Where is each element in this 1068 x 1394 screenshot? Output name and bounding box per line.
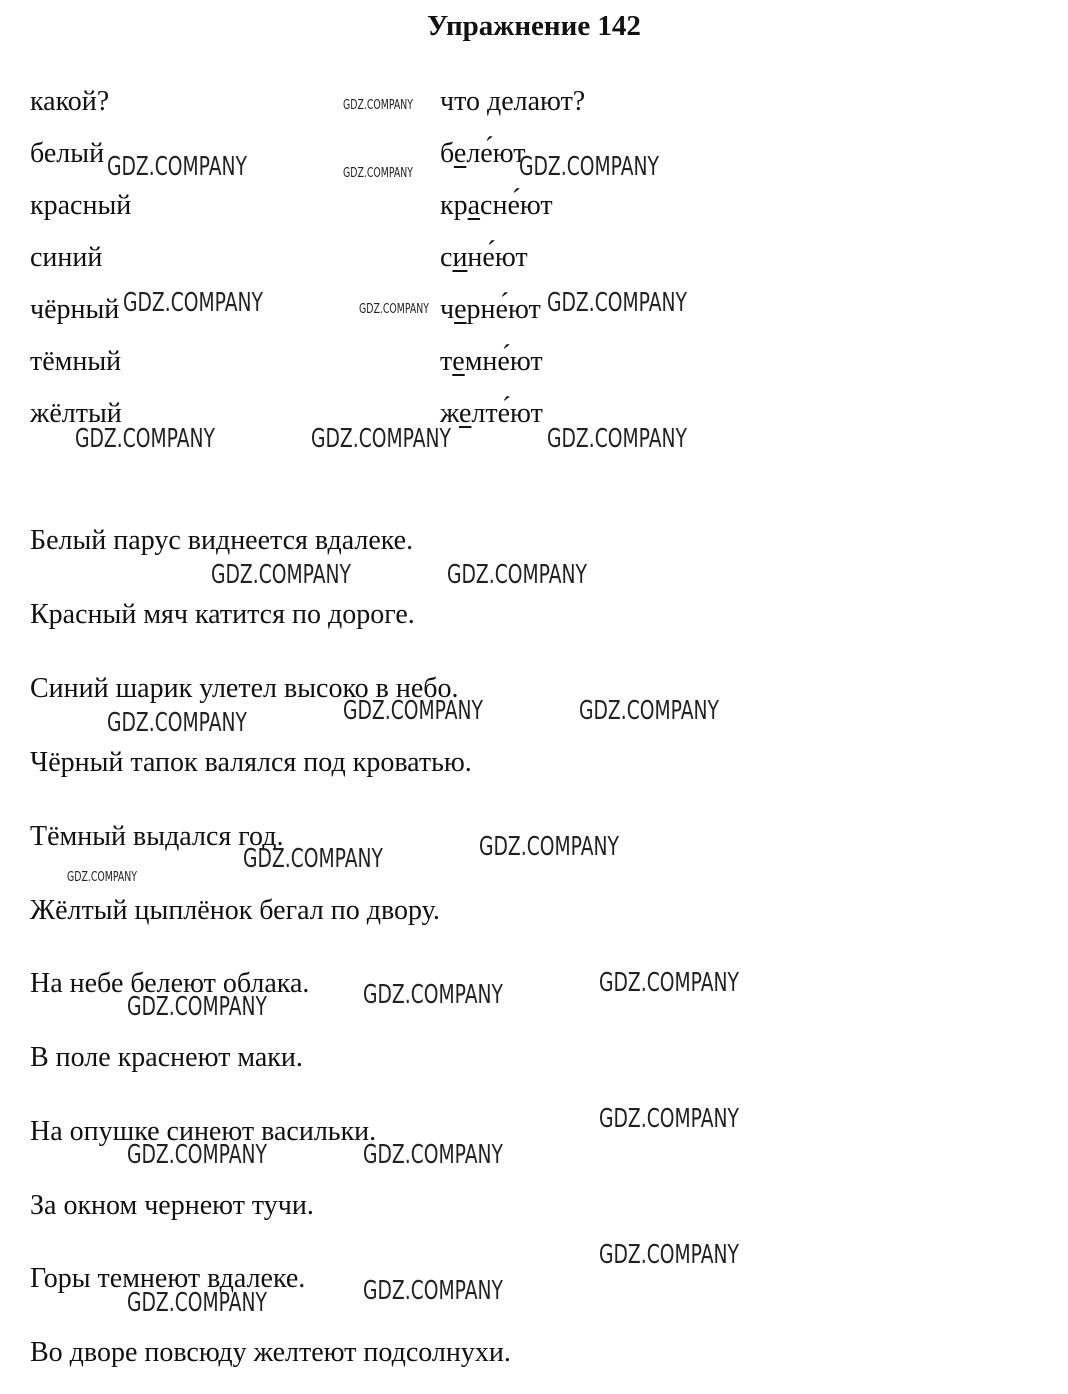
sentence-line: Горы темнеют вдалеке. xyxy=(30,1263,306,1294)
verb-item: сине́ют xyxy=(440,242,528,273)
sentence-line: Красный мяч катится по дороге. xyxy=(30,599,415,630)
watermark: GDZ.COMPANY xyxy=(127,1288,267,1318)
verb-item: темне́ют xyxy=(440,346,543,377)
adjective-item: жёлтый xyxy=(30,398,122,429)
watermark: GDZ.COMPANY xyxy=(343,166,413,181)
left-column-header: какой? xyxy=(30,86,110,117)
watermark: GDZ.COMPANY xyxy=(547,424,687,454)
watermark: GDZ.COMPANY xyxy=(75,424,215,454)
sentence-line: Тёмный выдался год. xyxy=(30,821,284,852)
watermark: GDZ.COMPANY xyxy=(519,152,659,182)
sentence-line: В поле краснеют маки. xyxy=(30,1042,303,1073)
right-column-header: что делают? xyxy=(440,86,586,117)
adjective-item: синий xyxy=(30,242,103,273)
watermark: GDZ.COMPANY xyxy=(479,832,619,862)
watermark: GDZ.COMPANY xyxy=(363,1276,503,1306)
sentence-line: Жёлтый цыплёнок бегал по двору. xyxy=(30,895,440,926)
watermark: GDZ.COMPANY xyxy=(311,424,451,454)
adjective-item: белый xyxy=(30,138,105,169)
sentence-line: За окном чернеют тучи. xyxy=(30,1190,314,1221)
watermark: GDZ.COMPANY xyxy=(243,844,383,874)
watermark: GDZ.COMPANY xyxy=(599,1104,739,1134)
verb-item: красне́ют xyxy=(440,190,553,221)
watermark: GDZ.COMPANY xyxy=(547,288,687,318)
adjective-item: чёрный xyxy=(30,294,120,325)
page-title: Упражнение 142 xyxy=(427,10,641,42)
watermark: GDZ.COMPANY xyxy=(363,1140,503,1170)
sentence-line: Чёрный тапок валялся под кроватью. xyxy=(30,747,472,778)
watermark: GDZ.COMPANY xyxy=(599,968,739,998)
sentence-line: Белый парус виднеется вдалеке. xyxy=(30,525,414,556)
watermark: GDZ.COMPANY xyxy=(359,302,429,317)
adjective-item: красный xyxy=(30,190,132,221)
watermark: GDZ.COMPANY xyxy=(107,152,247,182)
watermark: GDZ.COMPANY xyxy=(599,1240,739,1270)
verb-item: беле́ют xyxy=(440,138,526,169)
watermark: GDZ.COMPANY xyxy=(343,98,413,113)
watermark: GDZ.COMPANY xyxy=(127,1140,267,1170)
watermark: GDZ.COMPANY xyxy=(211,560,351,590)
watermark: GDZ.COMPANY xyxy=(123,288,263,318)
sentence-line: Во дворе повсюду желтеют подсолнухи. xyxy=(30,1337,511,1368)
watermark: GDZ.COMPANY xyxy=(447,560,587,590)
verb-item: желте́ют xyxy=(440,398,543,429)
sentence-line: Синий шарик улетел высоко в небо. xyxy=(30,673,459,704)
watermark: GDZ.COMPANY xyxy=(67,870,137,885)
verb-item: черне́ют xyxy=(440,294,541,325)
adjective-item: тёмный xyxy=(30,346,122,377)
sentence-line: На небе белеют облака. xyxy=(30,968,310,999)
watermark: GDZ.COMPANY xyxy=(127,992,267,1022)
watermark: GDZ.COMPANY xyxy=(579,696,719,726)
watermark: GDZ.COMPANY xyxy=(363,980,503,1010)
watermark: GDZ.COMPANY xyxy=(343,696,483,726)
sentence-line: На опушке синеют васильки. xyxy=(30,1116,377,1147)
watermark: GDZ.COMPANY xyxy=(107,708,247,738)
